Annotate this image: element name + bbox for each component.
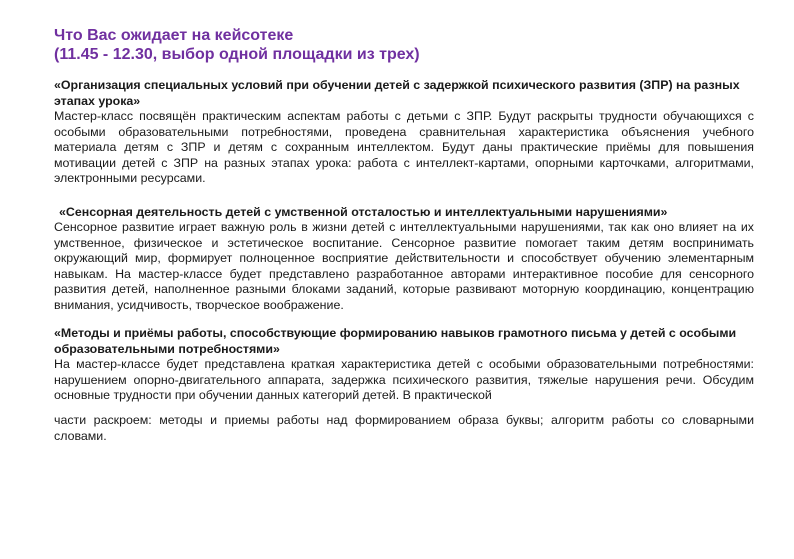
section-writing	[54, 326, 754, 444]
section-heading: «Сенсорная деятельность детей с умственной отсталостью и интеллектуальными нарушениями»	[59, 204, 668, 219]
document-page	[54, 26, 754, 456]
page-title-line-2: (11.45 - 12.30, выбор одной площадки из трех)	[54, 46, 420, 63]
section-heading: «Организация специальных условий при обучении детей с задержкой психического развития (ЗПР) на разных этапах урока»	[54, 78, 740, 108]
section-body-continued: части раскроем: методы и приемы работы над формированием образа буквы; алгоритм работы со словарными словами.	[54, 412, 754, 443]
section-body: На мастер-классе будет представлена краткая характеристика детей с особыми образовательными потребностями: нарушением опорно-двигательного аппарата, задержка психического развития, тяжелые нарушения речи. Обсудим основные трудности при обучении данных категорий детей. В практической	[54, 357, 754, 402]
section-body: Мастер-класс посвящён практическим аспектам работы с детьми с ЗПР. Будут раскрыты трудности обучающихся с особыми образовательными потребностями, проведена сравнительная характеристика объяснения учебного материала детям с ЗПР и детям с сохранным интеллектом. Будут даны практические приёмы для повышения мотивации детей с ЗПР на разных этапах урока: работа с интеллект-картами, опорными карточками, алгоритмами, электронными ресурсами.	[54, 109, 754, 185]
section-heading: «Методы и приёмы работы, способствующие формированию навыков грамотного письма у детей с особыми образовательными потребностями»	[54, 326, 737, 356]
section-body: Сенсорное развитие играет важную роль в жизни детей с интеллектуальными нарушениями, так как оно влияет на их умственное, физическое и эстетическое воспитание. Сенсорное развитие помогает таким детям воспринимать окружающий мир, формирует полноценное восприятие действительности и способствует обучению элементарным навыкам. На мастер-классе будет представлено разработанное авторами интерактивное пособие для сенсорного развития детей, наполненное разными блоками заданий, которые развивают моторную координацию, концентрацию внимания, усидчивость, творческое воображение.	[54, 220, 754, 312]
page-title	[54, 26, 754, 64]
section-zpr	[54, 78, 754, 187]
section-sensory	[54, 205, 754, 314]
page-title-line-1: Что Вас ожидает на кейсотеке	[54, 27, 294, 44]
